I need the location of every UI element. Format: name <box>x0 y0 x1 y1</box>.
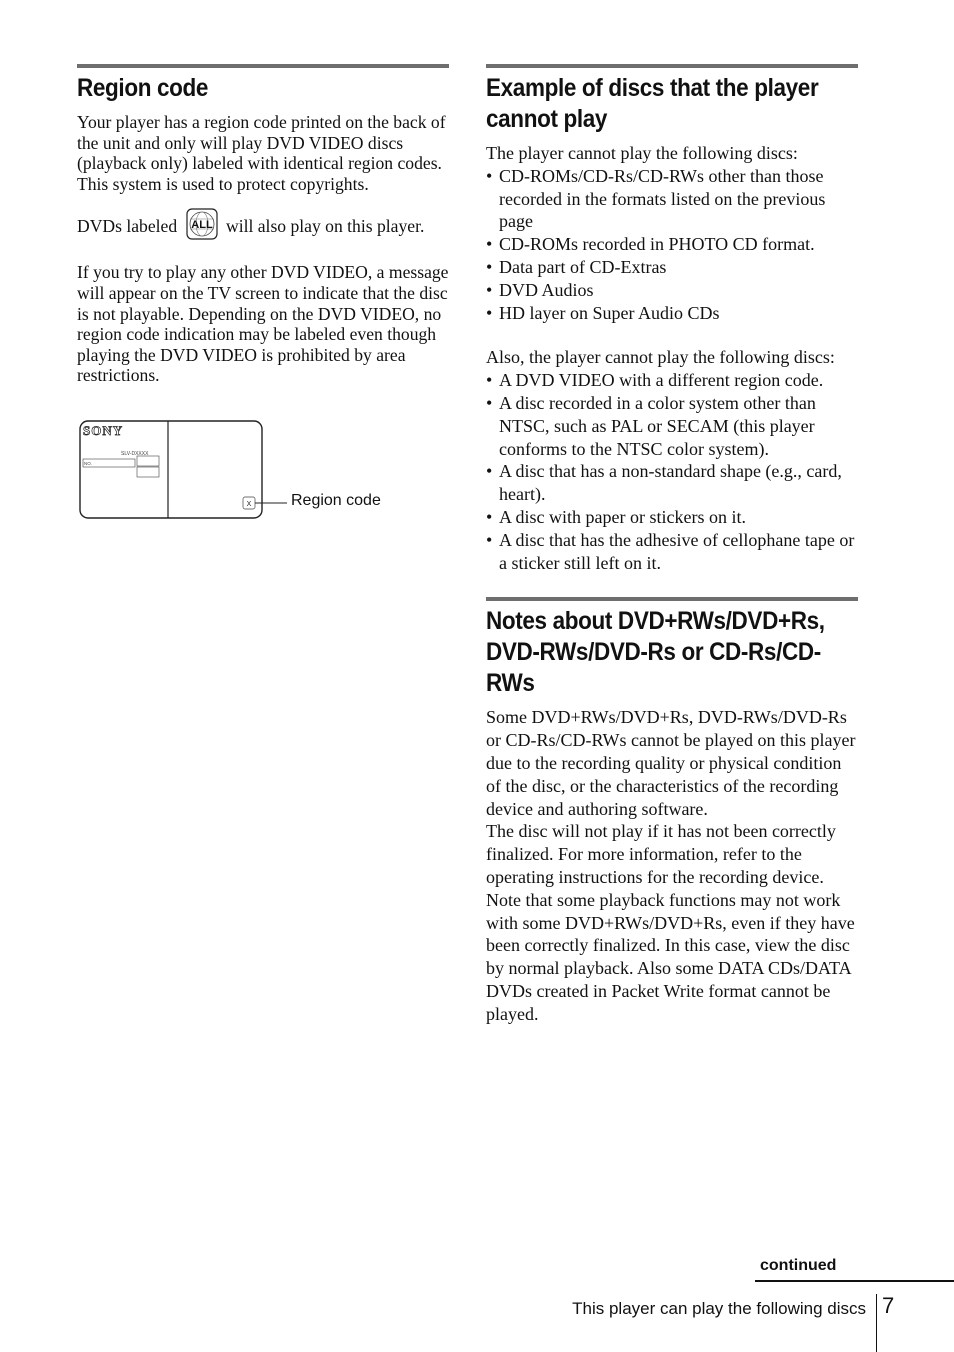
recordable-paragraph-3: Note that some playback functions may not work with some DVD+RWs/DVD+Rs, even if they have been correctly finalized. In this case, view the disc by normal playback. Also some DATA CDs/DATA DVDs created in Packet Write format cannot be played. <box>486 889 855 1024</box>
heading-line: Example of discs that the player <box>486 74 819 102</box>
recordable-discs-heading <box>486 606 825 699</box>
heading-line: DVD-RWs/DVD-Rs or CD-Rs/CD- <box>486 638 821 667</box>
section-rule <box>486 597 858 601</box>
all-region-globe-icon <box>186 208 218 240</box>
unplayable-list <box>486 165 858 325</box>
region-code-heading: Region code <box>77 74 209 102</box>
unplayable-intro: The player cannot play the following discs: <box>486 143 798 163</box>
region-code-mark: X <box>246 501 252 508</box>
dvds-labeled-suffix: will also play on this player. <box>225 216 425 237</box>
list-item: • A disc recorded in a color system other than NTSC, such as PAL or SECAM (this player conforms to the NTSC color system). <box>486 392 858 460</box>
heading-line: RWs <box>486 669 535 698</box>
list-item: • CD-ROMs recorded in PHOTO CD format. <box>486 233 858 256</box>
heading-line: cannot play <box>486 105 608 133</box>
region-code-caption: Region code <box>291 492 381 509</box>
recordable-paragraph-1: Some DVD+RWs/DVD+Rs, DVD-RWs/DVD-Rs or CD-Rs/CD-RWs cannot be played on this player due to the recording quality or physical condition of the disc, or the characteristics of the recording device and authoring software. <box>486 707 856 819</box>
unplayable-discs-heading <box>486 73 821 135</box>
page-number-divider <box>876 1294 877 1352</box>
also-unplayable-list <box>486 369 858 574</box>
page-number: 7 <box>882 1293 895 1318</box>
all-region-paragraph <box>77 216 449 240</box>
list-item: • A disc with paper or stickers on it. <box>486 506 858 529</box>
list-item: • A disc that has the adhesive of cellophane tape or a sticker still left on it. <box>486 529 858 575</box>
list-item: • Data part of CD-Extras <box>486 256 858 279</box>
footer-section-title: This player can play the following discs <box>572 1299 866 1318</box>
region-code-paragraph: Your player has a region code printed on the back of the unit and only will play DVD VIDEO discs (playback only) labeled with identical region codes. This system is used to protect copyrights. <box>77 112 446 194</box>
continued-label: continued <box>760 1257 837 1274</box>
section-rule <box>77 64 449 68</box>
list-item: • CD-ROMs/CD-Rs/CD-RWs other than those recorded in the formats listed on the previous page <box>486 165 858 233</box>
list-item: • HD layer on Super Audio CDs <box>486 302 858 325</box>
other-dvd-paragraph: If you try to play any other DVD VIDEO, a message will appear on the TV screen to indicate that the disc is not playable. Depending on the DVD VIDEO, no region code indication may be labeled even though playing the DVD VIDEO is prohibited by area restrictions. <box>77 262 449 386</box>
all-badge-text: ALL <box>190 219 213 232</box>
continued-rule <box>755 1280 954 1282</box>
no-text: NO. <box>84 461 93 466</box>
list-item: • DVD Audios <box>486 279 858 302</box>
section-rule <box>486 64 858 68</box>
dvds-labeled-prefix: DVDs labeled <box>77 216 178 237</box>
right-column <box>486 64 858 1026</box>
model-text: SLV-DXXXX <box>121 451 149 457</box>
also-unplayable-intro: Also, the player cannot play the following discs: <box>486 347 835 368</box>
list-item: • A DVD VIDEO with a different region code. <box>486 369 858 392</box>
left-column <box>77 64 449 386</box>
sony-logo: SONY <box>83 423 124 438</box>
heading-line: Notes about DVD+RWs/DVD+Rs, <box>486 607 825 636</box>
list-item: • A disc that has a non-standard shape (e.g., card, heart). <box>486 460 858 506</box>
recordable-paragraph-2: The disc will not play if it has not been correctly finalized. For more information, refer to the operating instructions for the recording device. <box>486 821 836 887</box>
